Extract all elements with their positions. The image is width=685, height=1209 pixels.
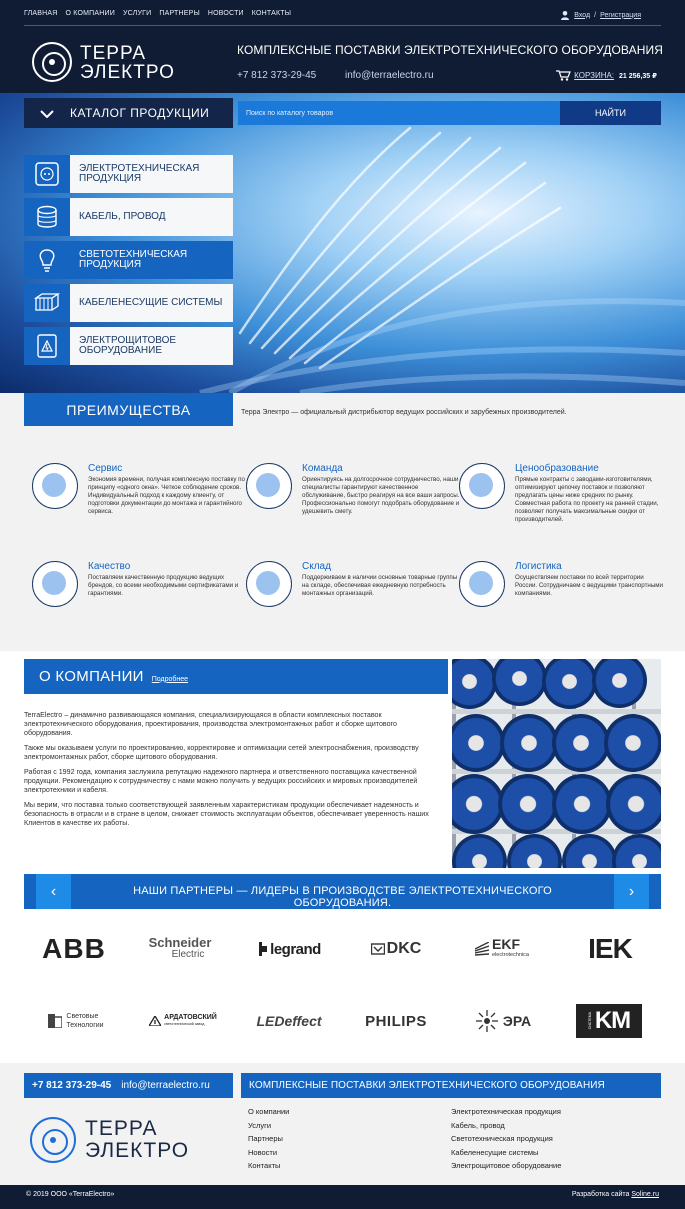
advantage-title: Команда [302, 463, 343, 474]
partner-logo-dkc[interactable] [358, 932, 434, 966]
nav-about[interactable]: О КОМПАНИИ [65, 10, 115, 17]
search-button[interactable]: НАЙТИ [560, 101, 661, 125]
bottom-bar [0, 1185, 685, 1209]
brand-name: PHILIPS [365, 1012, 427, 1030]
cart[interactable] [556, 70, 657, 81]
advantage-title: Склад [302, 561, 331, 572]
partner-logo-legrand[interactable] [250, 932, 330, 966]
advantage-text: Поддерживаем в наличии основные товарные группы на складе, обеспечивая ежедневную потребность монтажных организаций. [302, 574, 458, 597]
footer-link[interactable]: Электротехническая продукция [451, 1107, 561, 1116]
brand-name: Световые [66, 1013, 99, 1020]
footer-logo[interactable] [30, 1115, 220, 1165]
svetovye-mark-icon [48, 1014, 62, 1028]
ardatovsky-mark-icon [149, 1016, 161, 1026]
brand-name: ЭРА [502, 1013, 532, 1029]
footer-link[interactable]: Светотехническая продукция [451, 1134, 553, 1143]
header-email[interactable]: info@terraelectro.ru [345, 70, 434, 81]
partners-header [24, 874, 661, 909]
footer-slogan: КОМПЛЕКСНЫЕ ПОСТАВКИ ЭЛЕКТРОТЕХНИЧЕСКОГО ОБОРУДОВАНИЯ [241, 1073, 661, 1098]
copyright: © 2019 ООО «TerraElectro» [26, 1191, 115, 1198]
about-paragraph: TerraElectro – динамично развивающаяся компания, специализирующаяся в области комплексных поставок электротехнического оборудования, проектирования, производства электромонтажных работ и сборке щитового оборудования. [24, 711, 397, 737]
chevron-down-icon [24, 106, 70, 121]
logo-line2: ЭЛЕКТРО [85, 1139, 190, 1162]
advantage-text: Осуществляем поставки по всей территории России. Сотрудничаем с ведущими транспортными компаниями. [515, 574, 664, 597]
header-slogan: КОМПЛЕКСНЫЕ ПОСТАВКИ ЭЛЕКТРОТЕХНИЧЕСКОГО ОБОРУДОВАНИЯ [237, 43, 663, 57]
partner-logo-km[interactable] [576, 1004, 642, 1038]
brand-sub: СИСТЕМА [587, 1012, 592, 1030]
nav-partners[interactable]: ПАРТНЕРЫ [159, 10, 200, 17]
service-person-icon [32, 463, 78, 509]
brand-name: IEK [588, 933, 632, 964]
header [0, 30, 685, 93]
advantage-text: Экономия времени, получая комплексную поставку по принципу «одного окна». Четкое соблюдение сроков. Индивидуальный подход к каждому клиенту, от подготовки документации до монтажа и гарантийного сервиса. [88, 476, 245, 515]
logo-line2: ЭЛЕКТРО [80, 62, 175, 83]
about-more-link[interactable]: Подробнее [151, 675, 189, 683]
brand-name: legrand [270, 940, 321, 958]
logo[interactable] [32, 40, 192, 84]
developer-link[interactable]: Soline.ru [631, 1191, 659, 1198]
advantage-title: Ценообразование [515, 463, 599, 474]
footer-link[interactable]: Кабеленесущие системы [451, 1147, 539, 1157]
legrand-mark-icon [259, 942, 268, 956]
brand-name: KM [594, 1007, 631, 1034]
partner-logo-ekf[interactable] [462, 932, 542, 966]
catalog-item-label: ЭЛЕКТРОТЕХНИЧЕСКАЯ ПРОДУКЦИЯ [79, 163, 200, 184]
catalog-item-cable-trays[interactable] [24, 284, 233, 322]
footer [0, 1063, 685, 1185]
warehouse-boxes-icon [246, 561, 292, 607]
logo-rings-icon [32, 42, 72, 82]
nav-contacts[interactable]: КОНТАКТЫ [251, 10, 292, 17]
footer-nav-links [248, 1107, 289, 1175]
logo-line1: ТЕРРА [80, 43, 147, 64]
era-sunburst-icon [475, 1009, 499, 1033]
brand-name: EKF [492, 936, 520, 952]
partners-next-button[interactable]: › [614, 874, 649, 909]
advantage-pricing [459, 463, 669, 543]
logo-rings-icon [30, 1117, 76, 1163]
advantage-text: Ориентируясь на долгосрочное сотрудничество, наши специалисты гарантируют качественное обслуживание, быстро реагируя на все ваши запросы. Профессионально помогут подобрать оборудование и удешевить смету. [302, 476, 460, 515]
lightbulb-icon [24, 241, 70, 279]
cart-icon [556, 70, 571, 81]
about-section [0, 651, 685, 874]
brand-name: DKC [386, 940, 422, 957]
advantage-team [246, 463, 460, 543]
partners-prev-button[interactable]: ‹ [36, 874, 71, 909]
partner-logo-ledeffect[interactable] [250, 1004, 328, 1038]
footer-email[interactable]: info@terraelectro.ru [121, 1080, 210, 1091]
advantage-service [32, 463, 245, 543]
about-text [24, 711, 442, 834]
partner-logo-svetovye-tekhnologii[interactable] [36, 1004, 116, 1038]
nav-services[interactable]: УСЛУГИ [123, 10, 152, 17]
cart-total: 21 256,35 ₽ [619, 72, 657, 80]
about-paragraph: Мы верим, что поставка только соответствующей заявленным характеристикам продукции обеспечивает надежность и безопасность в отрасли и в стране в целом, снижает стоимость эксплуатации объектов, обеспечивает уверенность наших Клиентов в качестве их работы. [24, 801, 429, 827]
partner-logo-philips[interactable] [356, 1004, 436, 1038]
footer-link[interactable]: Партнеры [248, 1134, 283, 1143]
brand-sub: светотехнический завод [164, 1022, 205, 1026]
footer-catalog-links [451, 1107, 561, 1175]
advantage-title: Качество [88, 561, 131, 572]
footer-link[interactable]: Электрощитовое оборудование [451, 1161, 562, 1170]
cable-reels-photo [452, 659, 661, 868]
footer-link[interactable]: Услуги [248, 1120, 272, 1130]
footer-contacts [24, 1073, 233, 1098]
catalog-item-electrotechnical[interactable] [24, 155, 233, 193]
team-network-icon [246, 463, 292, 509]
register-link[interactable]: Регистрация [600, 11, 641, 19]
catalog-item-cable[interactable] [24, 198, 233, 236]
header-phone[interactable]: +7 812 373-29-45 [237, 70, 317, 81]
brand-sub: Electric [171, 949, 205, 960]
advantage-text: Прямые контракты с заводами-изготовителями, оптимизируют цепочку поставок и позволяют предлагать цены ниже средних по рынку. Совместная работа по проекту на ранней стадии, позволяет получать максимальные скидки от производителей. [515, 476, 659, 523]
user-icon [560, 10, 570, 20]
catalog-item-label: ЭЛЕКТРОЩИТОВОЕ ОБОРУДОВАНИЕ [79, 335, 177, 356]
price-tag-icon [459, 463, 505, 509]
advantage-title: Сервис [88, 463, 123, 474]
auth-links [560, 10, 641, 20]
footer-phone[interactable]: +7 812 373-29-45 [32, 1080, 112, 1091]
advantage-title: Логистика [515, 561, 562, 572]
catalog-item-label: КАБЕЛЕНЕСУЩИЕ СИСТЕМЫ [79, 297, 223, 308]
catalog-item-label: СВЕТОТЕХНИЧЕСКАЯ ПРОДУКЦИЯ [79, 249, 188, 270]
delivery-truck-icon [459, 561, 505, 607]
advantages-title: ПРЕИМУЩЕСТВА [24, 393, 233, 426]
advantage-warehouse [246, 561, 456, 641]
cart-link[interactable]: КОРЗИНА: [574, 71, 615, 80]
cable-tray-icon [24, 284, 70, 322]
brand-sub: Технологии [66, 1022, 104, 1029]
advantages-section [0, 393, 685, 651]
brand-name: ABB [42, 933, 106, 964]
footer-link[interactable]: Новости [248, 1147, 278, 1157]
developer-label: Разработка сайта [571, 1191, 630, 1198]
developer-credit [572, 1191, 659, 1198]
about-paragraph: Работая с 1992 года, компания заслужила репутацию надежного партнера и ответственного поставщика качественной продукции. Рекомендацию к сотрудничеству с нами можно получить у ведущих российских и мировых производителей электротехники и кабеля. [24, 768, 418, 794]
dkc-mark-icon [371, 942, 385, 956]
brand-name: АРДАТОВСКИЙ [164, 1014, 217, 1021]
nav-home[interactable]: ГЛАВНАЯ [24, 10, 58, 17]
cable-reel-icon [24, 198, 70, 236]
footer-link[interactable]: О компании [248, 1107, 290, 1116]
advantage-logistics [459, 561, 669, 641]
logo-line1: ТЕРРА [85, 1117, 158, 1140]
advantages-intro: Терра Электро — официальный дистрибьютор ведущих российских и зарубежных производителей. [241, 409, 567, 416]
footer-link[interactable]: Кабель, провод [451, 1120, 505, 1130]
switchboard-icon [24, 327, 70, 365]
partner-logo-iek[interactable] [577, 930, 643, 968]
partners-title: НАШИ ПАРТНЕРЫ — ЛИДЕРЫ В ПРОИЗВОДСТВЕ ЭЛЕКТРОТЕХНИЧЕСКОГО ОБОРУДОВАНИЯ. [133, 885, 552, 909]
auth-separator: / [594, 11, 597, 19]
ekf-mark-icon [475, 942, 489, 956]
brand-sub: electrotechnica [492, 952, 529, 958]
catalog-toggle-button[interactable] [24, 98, 233, 128]
partner-logo-schneider[interactable] [140, 932, 220, 966]
footer-link[interactable]: Контакты [248, 1161, 281, 1170]
catalog-button-label: КАТАЛОГ ПРОДУКЦИИ [70, 106, 210, 120]
partner-logo-ardatovsky[interactable] [144, 1004, 222, 1038]
catalog-item-label: КАБЕЛЬ, ПРОВОД [79, 211, 166, 222]
top-bar [0, 0, 685, 30]
login-link[interactable]: Вход [574, 11, 591, 19]
top-nav [24, 10, 291, 17]
catalog-search-input[interactable] [238, 101, 560, 125]
partner-logo-era[interactable] [464, 1002, 542, 1040]
socket-icon [24, 155, 70, 193]
quality-star-icon [32, 561, 78, 607]
partner-logo-abb[interactable] [36, 932, 112, 966]
brand-name: Schneider [148, 935, 212, 950]
nav-news[interactable]: НОВОСТИ [207, 10, 244, 17]
top-divider [24, 25, 661, 26]
about-paragraph: Также мы оказываем услуги по проектированию, корректировке и оптимизации сетей электроснабжения, производству электромонтажных работ, сборке щитового оборудования. [24, 744, 419, 761]
catalog-item-lighting[interactable] [24, 241, 233, 279]
about-title: О КОМПАНИИ [39, 668, 144, 685]
about-header [24, 659, 448, 694]
brand-name: LEDeffect [256, 1013, 322, 1029]
advantage-quality [32, 561, 242, 641]
advantage-text: Поставляем качественную продукцию ведущих брендов, со всеми необходимыми сертификатами и гарантиями. [88, 574, 239, 597]
catalog-item-switchboards[interactable] [24, 327, 233, 365]
